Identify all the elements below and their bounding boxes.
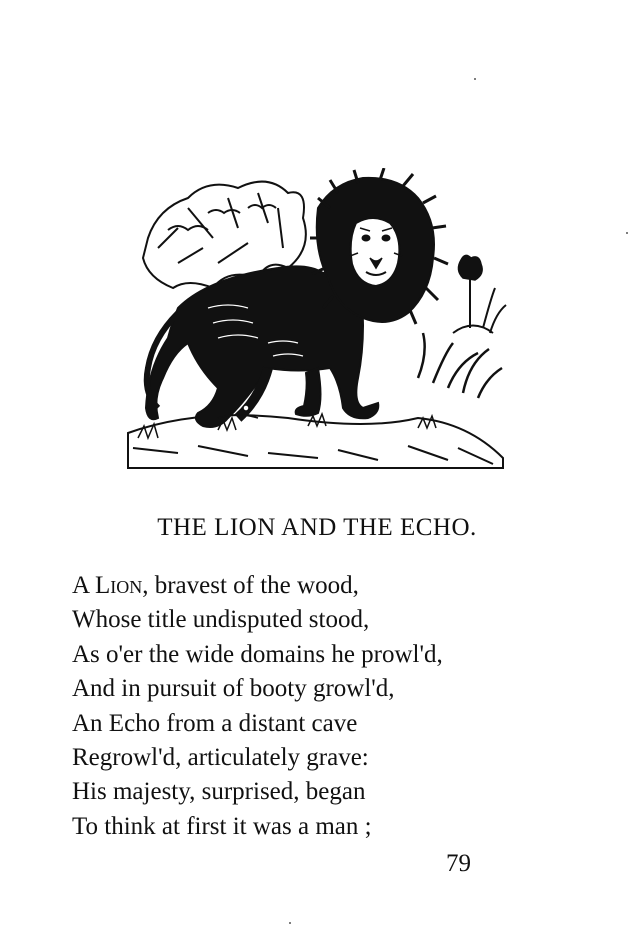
speck <box>289 922 291 924</box>
poem-title: THE LION AND THE ECHO. <box>157 514 477 541</box>
poem-line: To think at first it was a man ; <box>72 812 372 840</box>
poem-line: And in pursuit of booty growl'd, <box>72 675 395 703</box>
lion-woodcut-image <box>118 168 510 480</box>
speck <box>474 78 476 80</box>
page-number: 79 <box>446 850 471 877</box>
poem-body <box>72 569 612 844</box>
poem-line-smallcaps: Lion <box>94 572 143 599</box>
lion-illustration <box>118 168 510 480</box>
poem-line: As o'er the wide domains he prowl'd, <box>72 640 443 668</box>
poem-line-first-word: A <box>72 572 89 599</box>
speck <box>626 232 628 234</box>
poem-line-rest: , bravest of the wood, <box>142 572 359 599</box>
poem-line: Whose title undisputed stood, <box>72 606 370 634</box>
poem-line <box>72 569 612 603</box>
poem-line: His majesty, surprised, began <box>72 778 366 806</box>
poem-line: Regrowl'd, articulately grave: <box>72 744 369 772</box>
poem-line: An Echo from a distant cave <box>72 709 358 737</box>
